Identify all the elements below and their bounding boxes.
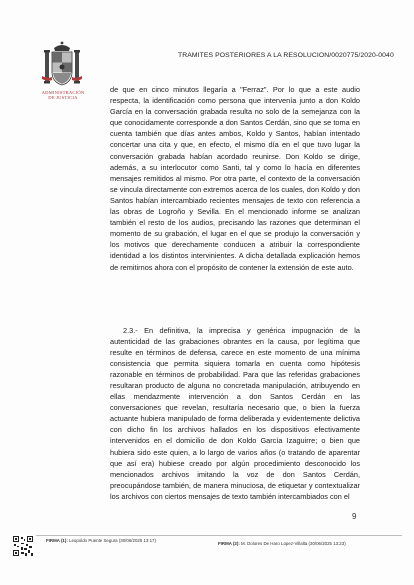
signature-1 [46,538,156,543]
case-reference: TRAMITES POSTERIORES A LA RESOLUCION/0020775/2020-0040 [178,52,394,59]
qr-code-icon [12,535,34,557]
signature-2-label: FIRMA (2): [218,541,240,546]
signature-1-label: FIRMA (1): [46,538,68,543]
institution-line-1: ADMINISTRACIÓN [41,90,85,95]
institution-label [30,90,96,101]
footer-divider [36,535,402,536]
coat-of-arms-icon [42,40,82,90]
paragraph-continuation [110,84,360,273]
signature-2 [218,541,346,546]
paragraph-text: de que en cinco minutos llegaría a "Ferraz". Por lo que a este audio respecta, la identificación como persona que intervenía junto a don Koldo García en la conversación grabada resulta no solo de la semejanza con la que conocidamente corresponde a don Santos Cerdán, sino que se toma en cuenta también que días antes ambos, Koldo y Santos, habían intentado concertar una cita y que, en efecto, el mismo día en el que tuvo lugar la conversación grabada habían acordado reunirse. Don Koldo se dirige, además, a su interlocutor como Santi, tal y como lo hacía en diferentes mensajes remitidos al mismo. Por otra parte, el contexto de la conversación se vincula directamente con extremos acerca de los cuales, don Koldo y don Santos habían intercambiado recientes mensajes de texto con referencia a las obras de Logroño y Sevilla. En el mencionado informe se analizan también el resto de los audios, precisando las razones que determinan el momento de su grabación, el lugar en el que se produjo la conversación y los motivos que derechamente conducen a atribuir la correspondiente identidad a los distintos intervinientes. A dicha detallada explicación hemos de remitirnos ahora con el propósito de contener la extensión de este auto. [110,85,360,272]
signature-1-value: Leopoldo Puente Segura (30/06/2025 13:17) [69,538,156,543]
institution-line-2: DE JUSTICIA [48,95,78,101]
page-number: 9 [352,512,357,521]
signature-2-value: M. Dolores De Haro Lopez-Villalta (30/06/2025 13:23) [241,541,346,546]
paragraph-2-3: 2.3.- En definitiva, la imprecisa y genérica impugnación de la autenticidad de las grabaciones obrantes en la causa, por legítima que resulte en términos de defensa, carece en este momento de una mínima consistencia que permita siquiera tomarla en cuenta como hipótesis razonable en términos de probabilidad. Para que las referidas grabaciones resultaran producto de alguna no concretada manipulación, atribuyendo en ellas mendazmente intervención a don Santos Cerdán en las conversaciones que revelan, resultaría necesario que, o bien la fuerza actuante hubiera manipulado de forma deliberada y evidentemente delictiva con dicho fin los archivos hallados en los dispositivos efectivamente intervenidos en el domicilio de don Koldo García Izaguirre; o bien que hubiera sido este quien, a lo largo de varios años (o tratando de aparentar que así era) hubiese creado por algún procedimiento desconocido los mencionados archivos imitando la voz de don Santos Cerdán, preocupándose también, de manera minuciosa, de etiquetar y contextualizar los archivos con ciertos mensajes de texto también intercambiados con el [110,326,360,501]
